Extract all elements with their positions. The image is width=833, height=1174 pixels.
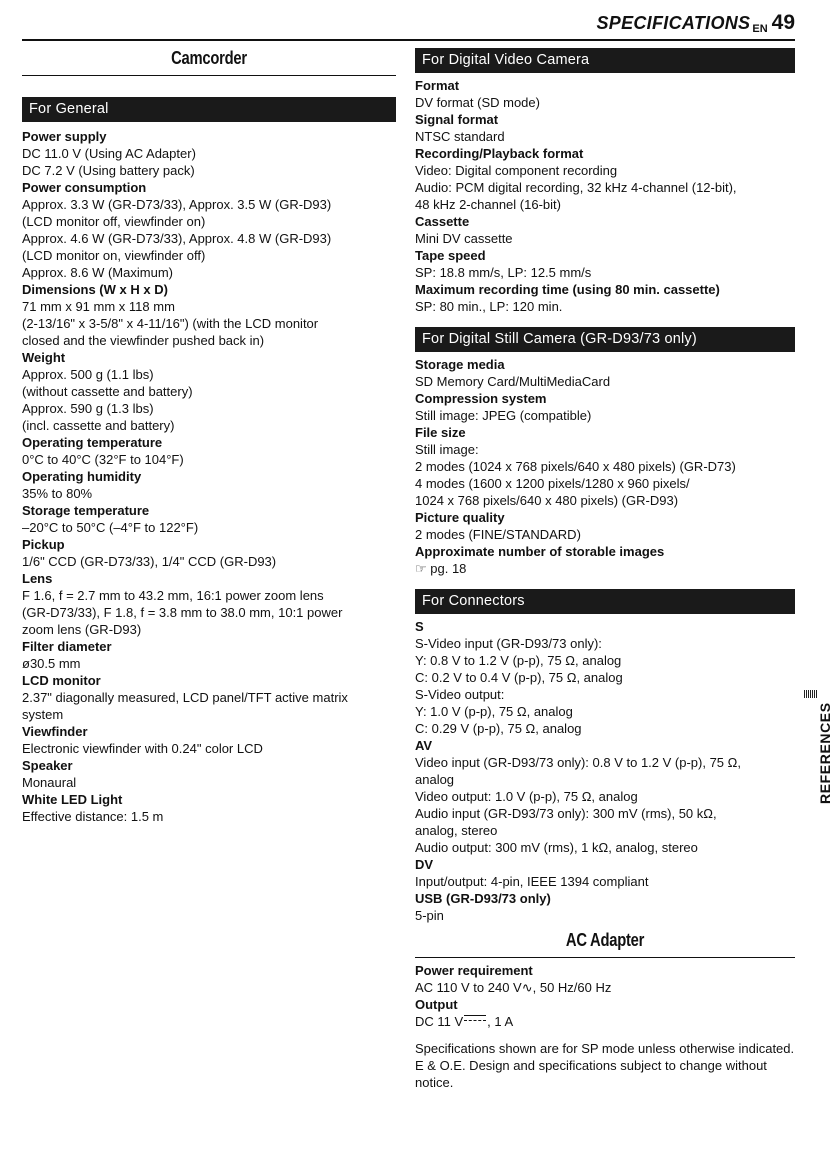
left-column: [22, 48, 396, 825]
ac-output-suffix: , 1 A: [487, 1014, 514, 1029]
spec-line: Effective distance: 1.5 m: [22, 809, 164, 824]
connectors-band: For Connectors: [415, 589, 795, 614]
spec-line: (incl. cassette and battery): [22, 418, 175, 433]
spec-line: (LCD monitor on, viewfinder off): [22, 248, 206, 263]
spec-line: S-Video output:: [415, 687, 505, 702]
header-title-group: [596, 11, 795, 35]
references-label: REFERENCES: [817, 702, 833, 804]
ac-adapter-title: AC Adapter: [565, 930, 645, 950]
spec-line: (LCD monitor off, viewfinder on): [22, 214, 206, 229]
spec-heading: Maximum recording time (using 80 min. cassette): [415, 282, 720, 297]
spec-line: 1024 x 768 pixels/640 x 480 pixels) (GR-D93): [415, 493, 679, 508]
spec-line: SP: 80 min., LP: 120 min.: [415, 299, 563, 314]
spec-heading: Power requirement: [415, 963, 533, 978]
spec-line: analog, stereo: [415, 823, 498, 838]
spec-line: 2.37" diagonally measured, LCD panel/TFT active matrix: [22, 690, 348, 705]
spec-line: Approx. 590 g (1.3 lbs): [22, 401, 154, 416]
spec-line: ø30.5 mm: [22, 656, 81, 671]
ac-spec-list: [415, 962, 795, 996]
spec-line: zoom lens (GR-D93): [22, 622, 142, 637]
spec-line: (GR-D73/33), F 1.8, f = 3.8 mm to 38.0 mm, 10:1 power: [22, 605, 343, 620]
spec-heading: Dimensions (W x H x D): [22, 282, 168, 297]
spec-heading: Cassette: [415, 214, 470, 229]
spec-line: Still image: JPEG (compatible): [415, 408, 592, 423]
spec-heading: Filter diameter: [22, 639, 112, 654]
spec-line: DC 7.2 V (Using battery pack): [22, 163, 195, 178]
spec-line: Audio: PCM digital recording, 32 kHz 4-channel (12-bit),: [415, 180, 737, 195]
camcorder-title: Camcorder: [171, 48, 247, 68]
spec-heading: Tape speed: [415, 248, 486, 263]
spec-line: 2 modes (1024 x 768 pixels/640 x 480 pixels) (GR-D73): [415, 459, 736, 474]
spec-line: 48 kHz 2-channel (16-bit): [415, 197, 561, 212]
spec-heading: DV: [415, 857, 434, 872]
spec-heading: Storage media: [415, 357, 505, 372]
spec-line: ☞ pg. 18: [415, 561, 467, 576]
spec-heading: Operating temperature: [22, 435, 163, 450]
spec-heading: Format: [415, 78, 460, 93]
spec-heading: Power consumption: [22, 180, 147, 195]
ac-output-value: [415, 1013, 795, 1030]
still-band: For Digital Still Camera (GR-D93/73 only): [415, 327, 795, 352]
spec-line: DV format (SD mode): [415, 95, 540, 110]
spec-line: Still image:: [415, 442, 479, 457]
spec-heading: LCD monitor: [22, 673, 101, 688]
general-band: For General: [22, 97, 396, 122]
spec-heading: Recording/Playback format: [415, 146, 584, 161]
ac-adapter-title-block: [415, 930, 795, 958]
spec-heading: Weight: [22, 350, 66, 365]
spec-heading: White LED Light: [22, 792, 123, 807]
page-number: 49: [771, 11, 795, 34]
spec-line: Monaural: [22, 775, 77, 790]
spec-line: C: 0.29 V (p-p), 75 Ω, analog: [415, 721, 582, 736]
spec-line: 2 modes (FINE/STANDARD): [415, 527, 581, 542]
spec-line: Input/output: 4-pin, IEEE 1394 compliant: [415, 874, 649, 889]
spec-heading: Pickup: [22, 537, 65, 552]
spec-heading: File size: [415, 425, 466, 440]
spec-heading: Storage temperature: [22, 503, 150, 518]
header-title: SPECIFICATIONS: [596, 13, 751, 33]
spec-line: Approx. 8.6 W (Maximum): [22, 265, 173, 280]
spec-heading: Compression system: [415, 391, 547, 406]
spec-line: Audio output: 300 mV (rms), 1 kΩ, analog, stereo: [415, 840, 698, 855]
spec-heading: S: [415, 619, 424, 634]
tab-marker-icon: [804, 690, 818, 698]
spec-line: Approx. 3.3 W (GR-D73/33), Approx. 3.5 W (GR-D93): [22, 197, 332, 212]
spec-line: Y: 1.0 V (p-p), 75 Ω, analog: [415, 704, 573, 719]
spec-heading: Speaker: [22, 758, 73, 773]
spec-line: C: 0.2 V to 0.4 V (p-p), 75 Ω, analog: [415, 670, 623, 685]
spec-line: Approx. 500 g (1.1 lbs): [22, 367, 154, 382]
spec-line: 4 modes (1600 x 1200 pixels/1280 x 960 pixels/: [415, 476, 690, 491]
spec-line: (2-13/16" x 3-5/8" x 4-11/16") (with the LCD monitor: [22, 316, 319, 331]
ac-output-prefix: DC 11 V: [415, 1014, 464, 1029]
spec-line: Mini DV cassette: [415, 231, 513, 246]
right-column: [415, 48, 795, 1091]
spec-line: SD Memory Card/MultiMediaCard: [415, 374, 611, 389]
references-side-tab: [790, 690, 833, 810]
spec-line: –20°C to 50°C (–4°F to 122°F): [22, 520, 199, 535]
dc-symbol-icon: [464, 1015, 486, 1024]
spec-line: 35% to 80%: [22, 486, 93, 501]
spec-line: 71 mm x 91 mm x 118 mm: [22, 299, 175, 314]
spec-line: NTSC standard: [415, 129, 505, 144]
page-header: [22, 12, 795, 41]
spec-line: 5-pin: [415, 908, 444, 923]
spec-line: SP: 18.8 mm/s, LP: 12.5 mm/s: [415, 265, 592, 280]
video-spec-list: [415, 77, 795, 315]
ac-output-heading: Output: [415, 997, 458, 1012]
spec-heading: Power supply: [22, 129, 107, 144]
spec-heading: USB (GR-D93/73 only): [415, 891, 551, 906]
spec-line: 0°C to 40°C (32°F to 104°F): [22, 452, 184, 467]
spec-line: Video: Digital component recording: [415, 163, 618, 178]
spec-line: Y: 0.8 V to 1.2 V (p-p), 75 Ω, analog: [415, 653, 622, 668]
spec-line: system: [22, 707, 64, 722]
spec-line: DC 11.0 V (Using AC Adapter): [22, 146, 196, 161]
header-language: EN: [752, 23, 768, 35]
spec-line: Approx. 4.6 W (GR-D73/33), Approx. 4.8 W (GR-D93): [22, 231, 332, 246]
spec-line: Audio input (GR-D93/73 only): 300 mV (rms), 50 kΩ,: [415, 806, 717, 821]
spec-note: Specifications shown are for SP mode unless otherwise indicated. E & O.E. Design and specifications subject to change without notice.: [415, 1041, 795, 1090]
spec-heading: Picture quality: [415, 510, 505, 525]
spec-line: F 1.6, f = 2.7 mm to 43.2 mm, 16:1 power zoom lens: [22, 588, 324, 603]
spec-heading: Viewfinder: [22, 724, 88, 739]
spec-line: closed and the viewfinder pushed back in): [22, 333, 265, 348]
still-spec-list: [415, 356, 795, 577]
spec-line: analog: [415, 772, 455, 787]
video-band: For Digital Video Camera: [415, 48, 795, 73]
spec-line: Video output: 1.0 V (p-p), 75 Ω, analog: [415, 789, 638, 804]
spec-line: S-Video input (GR-D93/73 only):: [415, 636, 602, 651]
spec-heading: Signal format: [415, 112, 499, 127]
camcorder-title-block: [22, 48, 396, 76]
spec-line: 1/6" CCD (GR-D73/33), 1/4" CCD (GR-D93): [22, 554, 277, 569]
spec-heading: AV: [415, 738, 433, 753]
spec-line: Electronic viewfinder with 0.24" color LCD: [22, 741, 263, 756]
spec-line: AC 110 V to 240 V∿, 50 Hz/60 Hz: [415, 980, 612, 995]
spec-heading: Approximate number of storable images: [415, 544, 665, 559]
spec-line: (without cassette and battery): [22, 384, 193, 399]
connectors-spec-list: [415, 618, 795, 924]
general-spec-list: [22, 128, 396, 825]
spec-heading: Lens: [22, 571, 53, 586]
spec-line: Video input (GR-D93/73 only): 0.8 V to 1.2 V (p-p), 75 Ω,: [415, 755, 741, 770]
spec-heading: Operating humidity: [22, 469, 142, 484]
